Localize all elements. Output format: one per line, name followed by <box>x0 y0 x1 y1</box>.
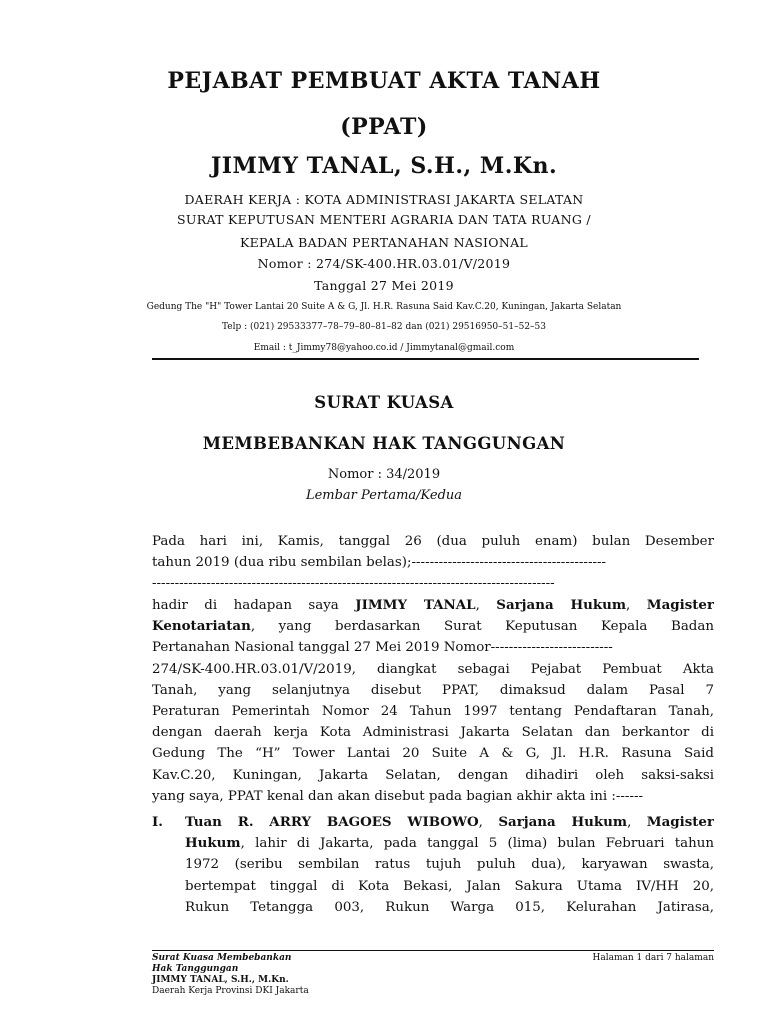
footer-page-number: Halaman 1 dari 7 halaman <box>592 953 714 963</box>
notary-name: JIMMY TANAL, S.H., M.Kn. <box>210 153 558 179</box>
work-area: DAERAH KERJA : KOTA ADMINISTRASI JAKARTA SELATAN <box>184 192 584 207</box>
appearance-line-7: dengan daerah kerja Kota Administrasi Jakarta Selatan dan berkantor di <box>152 725 714 741</box>
ppat-abbreviation: (PPAT) <box>340 114 428 140</box>
office-email: Email : t_Jimmy78@yahoo.co.id / Jimmytanal@gmail.com <box>253 343 515 353</box>
header-divider <box>152 358 699 360</box>
decree-line-1: SURAT KEPUTUSAN MENTERI AGRARIA DAN TATA RUANG / <box>177 212 591 227</box>
opening-line-2: tahun 2019 (dua ribu sembilan belas);------------------------------------------- <box>152 555 607 571</box>
appearance-line-2: Kenotariatan, yang berdasarkan Surat Keputusan Kepala Badan <box>152 618 714 635</box>
appearance-line-10: yang saya, PPAT kenal dan akan disebut pada bagian akhir akta ini :------ <box>152 788 644 804</box>
ppat-heading: PEJABAT PEMBUAT AKTA TANAH <box>167 68 601 94</box>
appearance-line-4: 274/SK-400.HR.03.01/V/2019, diangkat sebagai Pejabat Pembuat Akta <box>152 661 714 677</box>
document-subtitle: MEMBEBANKAN HAK TANGGUNGAN <box>202 434 566 453</box>
appearance-line-6: Peraturan Pemerintah Nomor 24 Tahun 1997 tentang Pendaftaran Tanah, <box>152 703 714 719</box>
footer-work-area: Daerah Kerja Provinsi DKI Jakarta <box>152 986 309 996</box>
document-title: SURAT KUASA <box>314 393 454 412</box>
party-line-4: bertempat tinggal di Kota Bekasi, Jalan Sakura Utama IV/HH 20, <box>185 878 714 894</box>
footer-notary-name: JIMMY TANAL, S.H., M.Kn. <box>152 975 289 985</box>
party-item-text <box>185 812 714 918</box>
appearance-line-8: Gedung The “H” Tower Lantai 20 Suite A & G, Jl. H.R. Rasuna Said <box>152 746 714 762</box>
footer-divider <box>152 950 714 951</box>
party-item-1 <box>152 812 714 922</box>
party-item-number: I. <box>152 814 163 830</box>
party-line-5: Rukun Tetangga 003, Rukun Warga 015, Kelurahan Jatirasa, <box>185 899 714 915</box>
footer-doc-title-2: Hak Tanggungan <box>152 964 239 974</box>
decree-line-2: KEPALA BADAN PERTANAHAN NASIONAL <box>239 235 529 250</box>
decree-date: Tanggal 27 Mei 2019 <box>314 278 454 293</box>
office-phone: Telp : (021) 29533377–78–79–80–81–82 dan (021) 29516950–51–52–53 <box>221 322 547 332</box>
opening-paragraph <box>152 531 714 595</box>
document-sheet: Lembar Pertama/Kedua <box>305 488 463 503</box>
footer-doc-title-1: Surat Kuasa Membebankan <box>152 953 292 963</box>
decree-number: Nomor : 274/SK-400.HR.03.01/V/2019 <box>257 256 511 271</box>
appearance-line-5: Tanah, yang selanjutnya disebut PPAT, dimaksud dalam Pasal 7 <box>152 682 714 698</box>
document-number: Nomor : 34/2019 <box>327 467 441 482</box>
separator-dashes: ----------------------------------------------------------------------------------------- <box>152 576 555 592</box>
party-line-2: Hukum, lahir di Jakarta, pada tanggal 5 (lima) bulan Februari tahun <box>185 835 714 852</box>
party-line-3: 1972 (seribu sembilan ratus tujuh puluh dua), karyawan swasta, <box>185 857 714 873</box>
party-line-1: Tuan R. ARRY BAGOES WIBOWO, Sarjana Hukum, Magister <box>185 814 714 830</box>
appearance-line-3: Pertanahan Nasional tanggal 27 Mei 2019 Nomor--------------------------- <box>152 640 613 656</box>
appearance-paragraph <box>152 595 714 807</box>
appearance-line-1: hadir di hadapan saya JIMMY TANAL, Sarjana Hukum, Magister <box>152 597 714 613</box>
office-address: Gedung The "H" Tower Lantai 20 Suite A & G, Jl. H.R. Rasuna Said Kav.C.20, Kuningan, Jakarta Selatan <box>146 302 622 312</box>
opening-line-1: Pada hari ini, Kamis, tanggal 26 (dua puluh enam) bulan Desember <box>152 534 714 549</box>
appearance-line-9: Kav.C.20, Kuningan, Jakarta Selatan, dengan dihadiri oleh saksi-saksi <box>152 767 714 783</box>
